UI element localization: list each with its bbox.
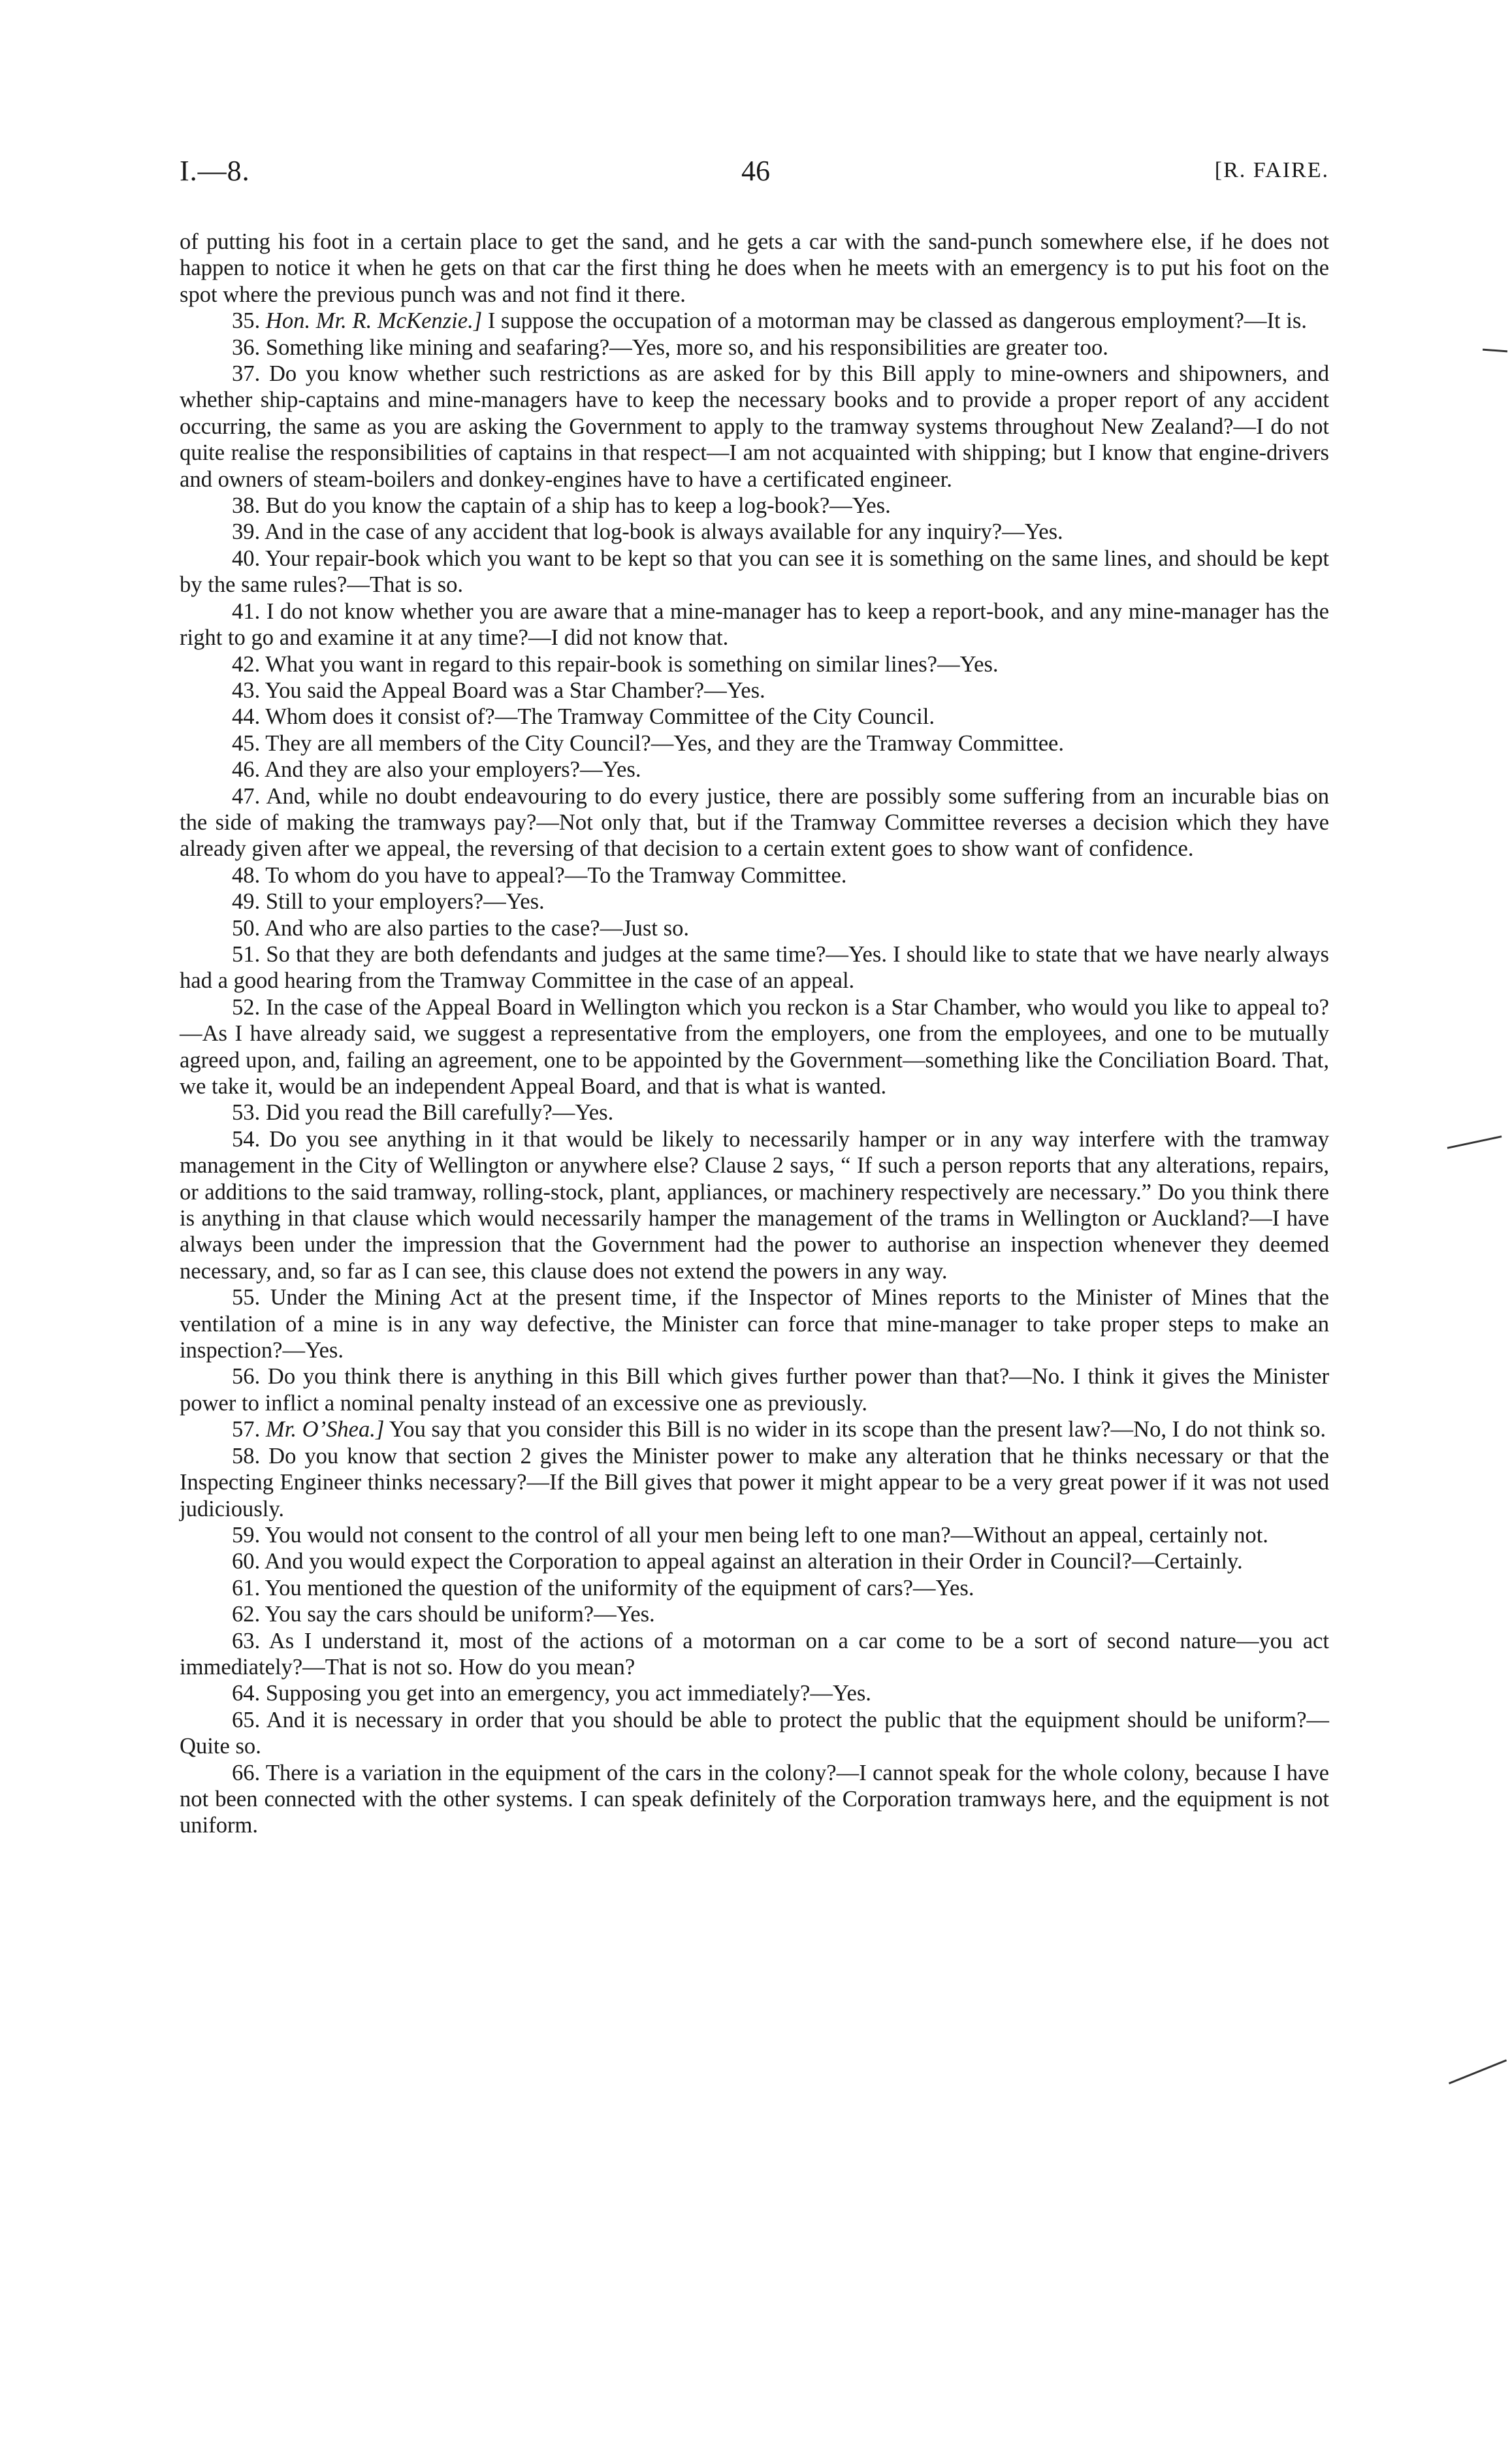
question-47: 47. And, while no doubt endeavouring to do every justice, there are possibly some suffering from an incurable bias on the side of making the tramways pay?—Not only that, but if the Tramway Committee reverses a decision which they have already given after we appeal, the reversing of that decision to a certain extent goes to show want of confidence. [180,783,1329,862]
question-number: 37. [232,361,261,387]
question-number: 54. [232,1126,261,1152]
question-number: 42. [232,651,261,677]
margin-pencil-mark [1449,2059,1507,2084]
question-56: 56. Do you think there is anything in this Bill which gives further power than that?—No. I think it gives the Minister power to inflict a nominal penalty instead of an excessive one as previously. [180,1364,1329,1416]
question-number: 58. [232,1443,261,1469]
question-number: 53. [232,1100,261,1126]
question-58: 58. Do you know that section 2 gives the Minister power to make any alteration that he thinks necessary or that the Inspecting Engineer thinks necessary?—If the Bill gives that power it might appear to be a very great power if it was not used judiciously. [180,1443,1329,1521]
question-number: 35. [232,308,261,334]
question-number: 55. [232,1285,261,1310]
margin-pencil-mark [1447,1135,1502,1149]
question-39: 39. And in the case of any accident that log-book is always available for any inquiry?—Yes. [232,519,1063,545]
question-55: 55. Under the Mining Act at the present time, if the Inspector of Mines reports to the Minister of Mines that the ventilation of a mine is in any way defective, the Minister can force that mine-manager to take proper steps to make an inspection?—Yes. [180,1285,1329,1363]
question-number: 59. [232,1522,261,1548]
question-66: 66. There is a variation in the equipment of the cars in the colony?—I cannot speak for the whole colony, because I have not been connected with the other systems. I can speak definitely of the Corporation tramways here, and the equipment is not uniform. [180,1760,1329,1838]
question-number: 66. [232,1760,261,1785]
question-number: 51. [232,941,261,967]
speaker-name: Mr. O’Shea.] [265,1417,385,1442]
question-41: 41. I do not know whether you are aware that a mine-manager has to keep a report-book, and any mine-manager has the right to go and examine it at any time?—I did not know that. [180,598,1329,651]
question-number: 56. [232,1364,261,1390]
question-35: 35. Hon. Mr. R. McKenzie.] I suppose the occupation of a motorman may be classed as dangerous employment?—It is. [232,308,1307,334]
question-65: 65. And it is necessary in order that you should be able to protect the public that the equipment should be uniform?—Quite so. [180,1707,1329,1759]
question-number: 50. [232,915,261,941]
question-number: 52. [232,994,261,1020]
paragraph-continued: of putting his foot in a certain place to get the sand, and he gets a car with the sand-punch somewhere else, if he does not happen to notice it when he gets on that car the first thing he does when he meets with an emergency is to put his foot on the spot where the previous punch was and not find it there. [180,229,1329,307]
question-number: 63. [232,1628,261,1653]
question-number: 65. [232,1707,261,1732]
question-number: 41. [232,598,261,624]
question-50: 50. And who are also parties to the case?—Just so. [232,915,690,941]
question-36: 36. Something like mining and seafaring?—Yes, more so, and his responsibilities are greater too. [232,334,1108,360]
question-number: 64. [232,1681,261,1706]
question-number: 44. [232,704,261,730]
question-45: 45. They are all members of the City Council?—Yes, and they are the Tramway Committee. [232,730,1065,756]
question-number: 39. [232,519,261,545]
question-number: 46. [232,757,261,783]
testimony-body [180,229,1329,1839]
question-44: 44. Whom does it consist of?—The Tramway Committee of the City Council. [232,704,935,730]
question-51: 51. So that they are both defendants and judges at the same time?—Yes. I should like to state that we have nearly always had a good hearing from the Tramway Committee in the case of an appeal. [180,941,1329,994]
question-48: 48. To whom do you have to appeal?—To the Tramway Committee. [232,862,847,888]
question-61: 61. You mentioned the question of the uniformity of the equipment of cars?—Yes. [232,1575,974,1601]
page-number: 46 [741,155,770,187]
question-number: 60. [232,1549,261,1574]
question-43: 43. You said the Appeal Board was a Star Chamber?—Yes. [232,677,765,703]
question-number: 47. [232,783,261,809]
question-37: 37. Do you know whether such restrictions as are asked for by this Bill apply to mine-owners and shipowners, and whether ship-captains and mine-managers have to keep the necessary books and to provide a proper report of any accident occurring, the same as you are asking the Government to apply to the tramway systems throughout New Zealand?—I do not quite realise the responsibilities of captains in that respect—I am not acquainted with shipping; but I know that engine-drivers and owners of steam-boilers and donkey-engines have to have a certificated engineer. [180,361,1329,492]
question-64: 64. Supposing you get into an emergency, you act immediately?—Yes. [232,1681,871,1706]
question-number: 40. [232,545,261,571]
question-54: 54. Do you see anything in it that would be likely to necessarily hamper or in any way interfere with the tramway management in the City of Wellington or anywhere else? Clause 2 says, “ If such a person reports that any alterations, repairs, or additions to the said tramway, rolling-stock, plant, appliances, or machinery respectively are necessary.” Do you think there is anything in that clause which would necessarily hamper the management of the trams in Wellington or Auckland?—I have always been under the impression that the Government had the power to authorise an inspection whenever they deemed necessary, and, so far as I can see, this clause does not extend the powers in any way. [180,1126,1329,1284]
question-number: 49. [232,889,261,915]
question-62: 62. You say the cars should be uniform?—Yes. [232,1602,655,1627]
question-40: 40. Your repair-book which you want to be kept so that you can see it is something on the same lines, and should be kept by the same rules?—That is so. [180,545,1329,598]
question-number: 38. [232,493,261,519]
question-57: 57. Mr. O’Shea.] You say that you consider this Bill is no wider in its scope than the present law?—No, I do not think so. [232,1417,1326,1442]
page-header [180,154,1329,200]
witness-name: [R. FAIRE. [1214,158,1329,182]
question-38: 38. But do you know the captain of a ship has to keep a log-book?—Yes. [232,493,891,519]
question-number: 45. [232,730,261,756]
question-59: 59. You would not consent to the control of all your men being left to one man?—Without an appeal, certainly not. [232,1522,1268,1548]
question-42: 42. What you want in regard to this repair-book is something on similar lines?—Yes. [232,651,999,677]
question-52: 52. In the case of the Appeal Board in Wellington which you reckon is a Star Chamber, who would you like to appeal to?—As I have already said, we suggest a representative from the employers, one from the employees, and one to be mutually agreed upon, and, failing an agreement, one to be appointed by the Government—something like the Conciliation Board. That, we take it, would be an independent Appeal Board, and that is what is wanted. [180,994,1329,1099]
paper-reference: I.—8. [180,155,250,187]
question-63: 63. As I understand it, most of the actions of a motorman on a car come to be a sort of second nature—you act immediately?—That is not so. How do you mean? [180,1628,1329,1680]
question-number: 61. [232,1575,261,1601]
question-number: 62. [232,1602,261,1627]
question-46: 46. And they are also your employers?—Yes. [232,757,641,783]
question-number: 36. [232,334,261,360]
question-number: 43. [232,677,261,703]
question-49: 49. Still to your employers?—Yes. [232,889,545,915]
margin-pencil-mark [1483,349,1507,353]
question-number: 48. [232,862,261,888]
question-53: 53. Did you read the Bill carefully?—Yes. [232,1100,614,1126]
question-number: 57. [232,1417,261,1442]
speaker-name: Hon. Mr. R. McKenzie.] [265,308,483,334]
question-60: 60. And you would expect the Corporation to appeal against an alteration in their Order in Council?—Certainly. [232,1549,1243,1574]
